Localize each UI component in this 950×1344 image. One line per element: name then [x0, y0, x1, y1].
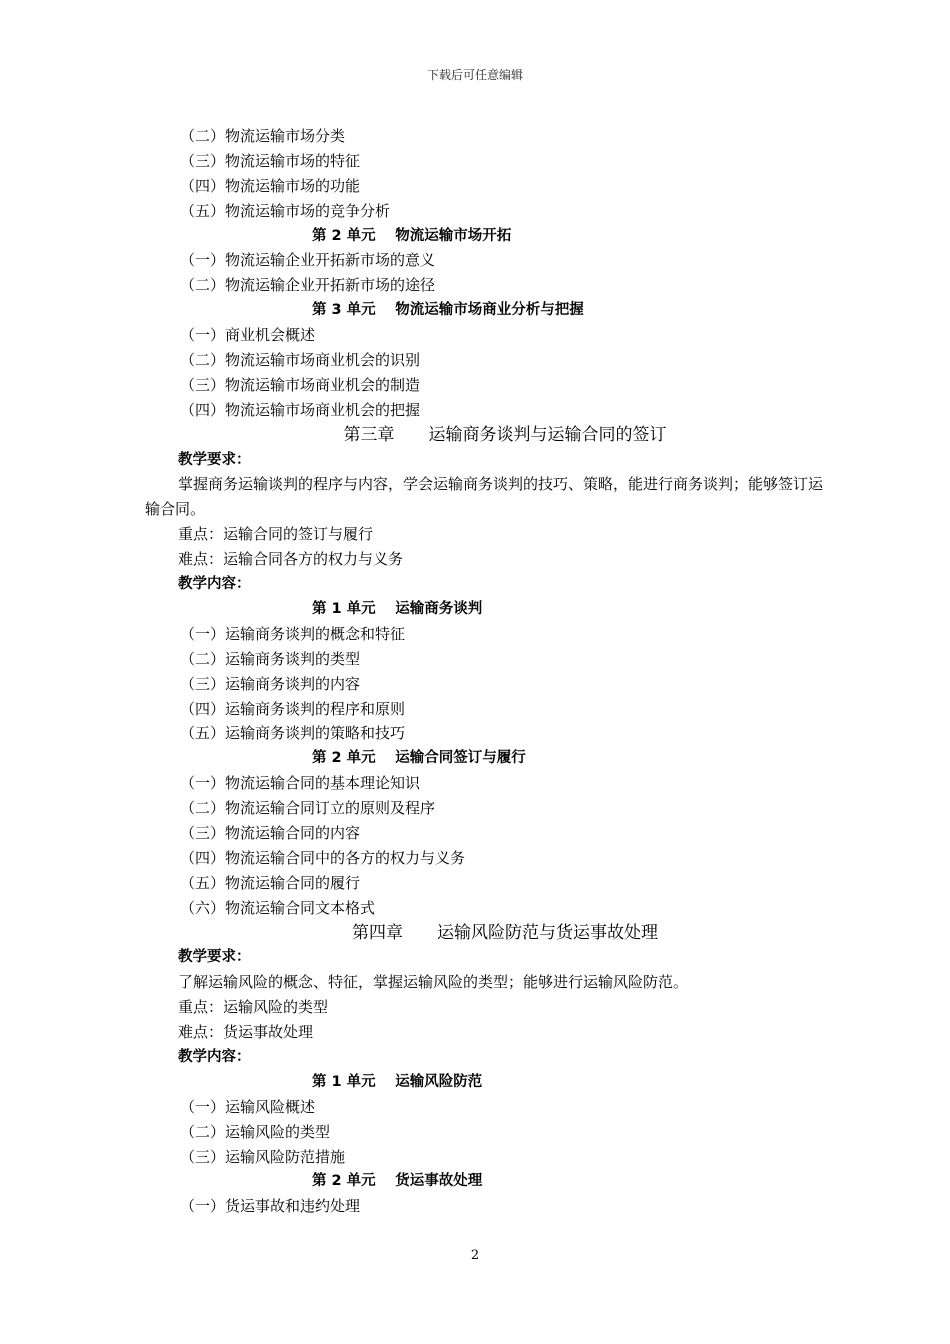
unit-heading: 第 2 单元 物流运输市场开拓 — [312, 227, 512, 244]
section-label: 教学内容： — [178, 576, 251, 593]
list-item: （五）物流运输市场的竞争分析 — [180, 201, 391, 220]
unit-heading: 第 1 单元 运输商务谈判 — [312, 600, 483, 617]
list-item: （四）物流运输市场商业机会的把握 — [180, 400, 421, 419]
list-item: （四）运输商务谈判的程序和原则 — [180, 699, 406, 718]
page-header: 下载后可任意编辑 — [426, 68, 523, 82]
section-label: 教学要求： — [178, 949, 251, 966]
list-item: （二）物流运输市场商业机会的识别 — [180, 351, 421, 370]
paragraph: 了解运输风险的概念、特征，掌握运输风险的类型；能够进行运输风险防范。 — [178, 973, 689, 992]
key-point: 重点：运输合同的签订与履行 — [178, 525, 374, 544]
list-item: （二）物流运输企业开拓新市场的途径 — [180, 276, 436, 295]
list-item: （二）运输风险的类型 — [180, 1122, 331, 1141]
list-item: （二）物流运输市场分类 — [180, 127, 346, 145]
difficult-point: 难点：运输合同各方的权力与义务 — [178, 550, 404, 569]
list-item: （一）物流运输合同的基本理论知识 — [180, 774, 421, 793]
unit-heading: 第 2 单元 货运事故处理 — [312, 1173, 483, 1190]
unit-heading: 第 3 单元 物流运输市场商业分析与把握 — [312, 302, 584, 319]
list-item: （三）运输商务谈判的内容 — [180, 674, 361, 693]
difficult-point: 难点：货运事故处理 — [178, 1023, 314, 1042]
list-item: （一）运输风险概述 — [180, 1097, 316, 1116]
list-item: （一）运输商务谈判的概念和特征 — [180, 624, 406, 643]
list-item: （二）运输商务谈判的类型 — [180, 649, 361, 668]
chapter-heading: 第三章 运输商务谈判与运输合同的签订 — [343, 424, 667, 445]
list-item: （四）物流运输合同中的各方的权力与义务 — [180, 848, 466, 867]
section-label: 教学要求： — [178, 451, 251, 468]
list-item: （一）商业机会概述 — [180, 326, 316, 345]
section-label: 教学内容： — [178, 1048, 251, 1065]
list-item: （四）物流运输市场的功能 — [180, 176, 361, 195]
list-item: （一）物流运输企业开拓新市场的意义 — [180, 251, 436, 270]
paragraph: 掌握商务运输谈判的程序与内容，学会运输商务谈判的技巧、策略，能进行商务谈判；能够签订运输合同。 — [145, 475, 824, 519]
list-item: （五）物流运输合同的履行 — [180, 873, 361, 892]
list-item: （六）物流运输合同文本格式 — [180, 898, 376, 917]
unit-heading: 第 2 单元 运输合同签订与履行 — [312, 750, 526, 767]
list-item: （五）运输商务谈判的策略和技巧 — [180, 724, 406, 743]
document-body — [145, 124, 825, 1219]
chapter-heading: 第四章 运输风险防范与货运事故处理 — [352, 922, 658, 943]
list-item: （三）物流运输市场商业机会的制造 — [180, 375, 421, 394]
page-number: 2 — [470, 1248, 480, 1263]
list-item: （三）物流运输市场的特征 — [180, 151, 361, 170]
key-point: 重点：运输风险的类型 — [178, 998, 329, 1017]
list-item: （三）物流运输合同的内容 — [180, 823, 361, 842]
unit-heading: 第 1 单元 运输风险防范 — [312, 1073, 483, 1090]
list-item: （二）物流运输合同订立的原则及程序 — [180, 799, 436, 818]
list-item: （三）运输风险防范措施 — [180, 1147, 346, 1166]
list-item: （一）货运事故和违约处理 — [180, 1197, 361, 1216]
